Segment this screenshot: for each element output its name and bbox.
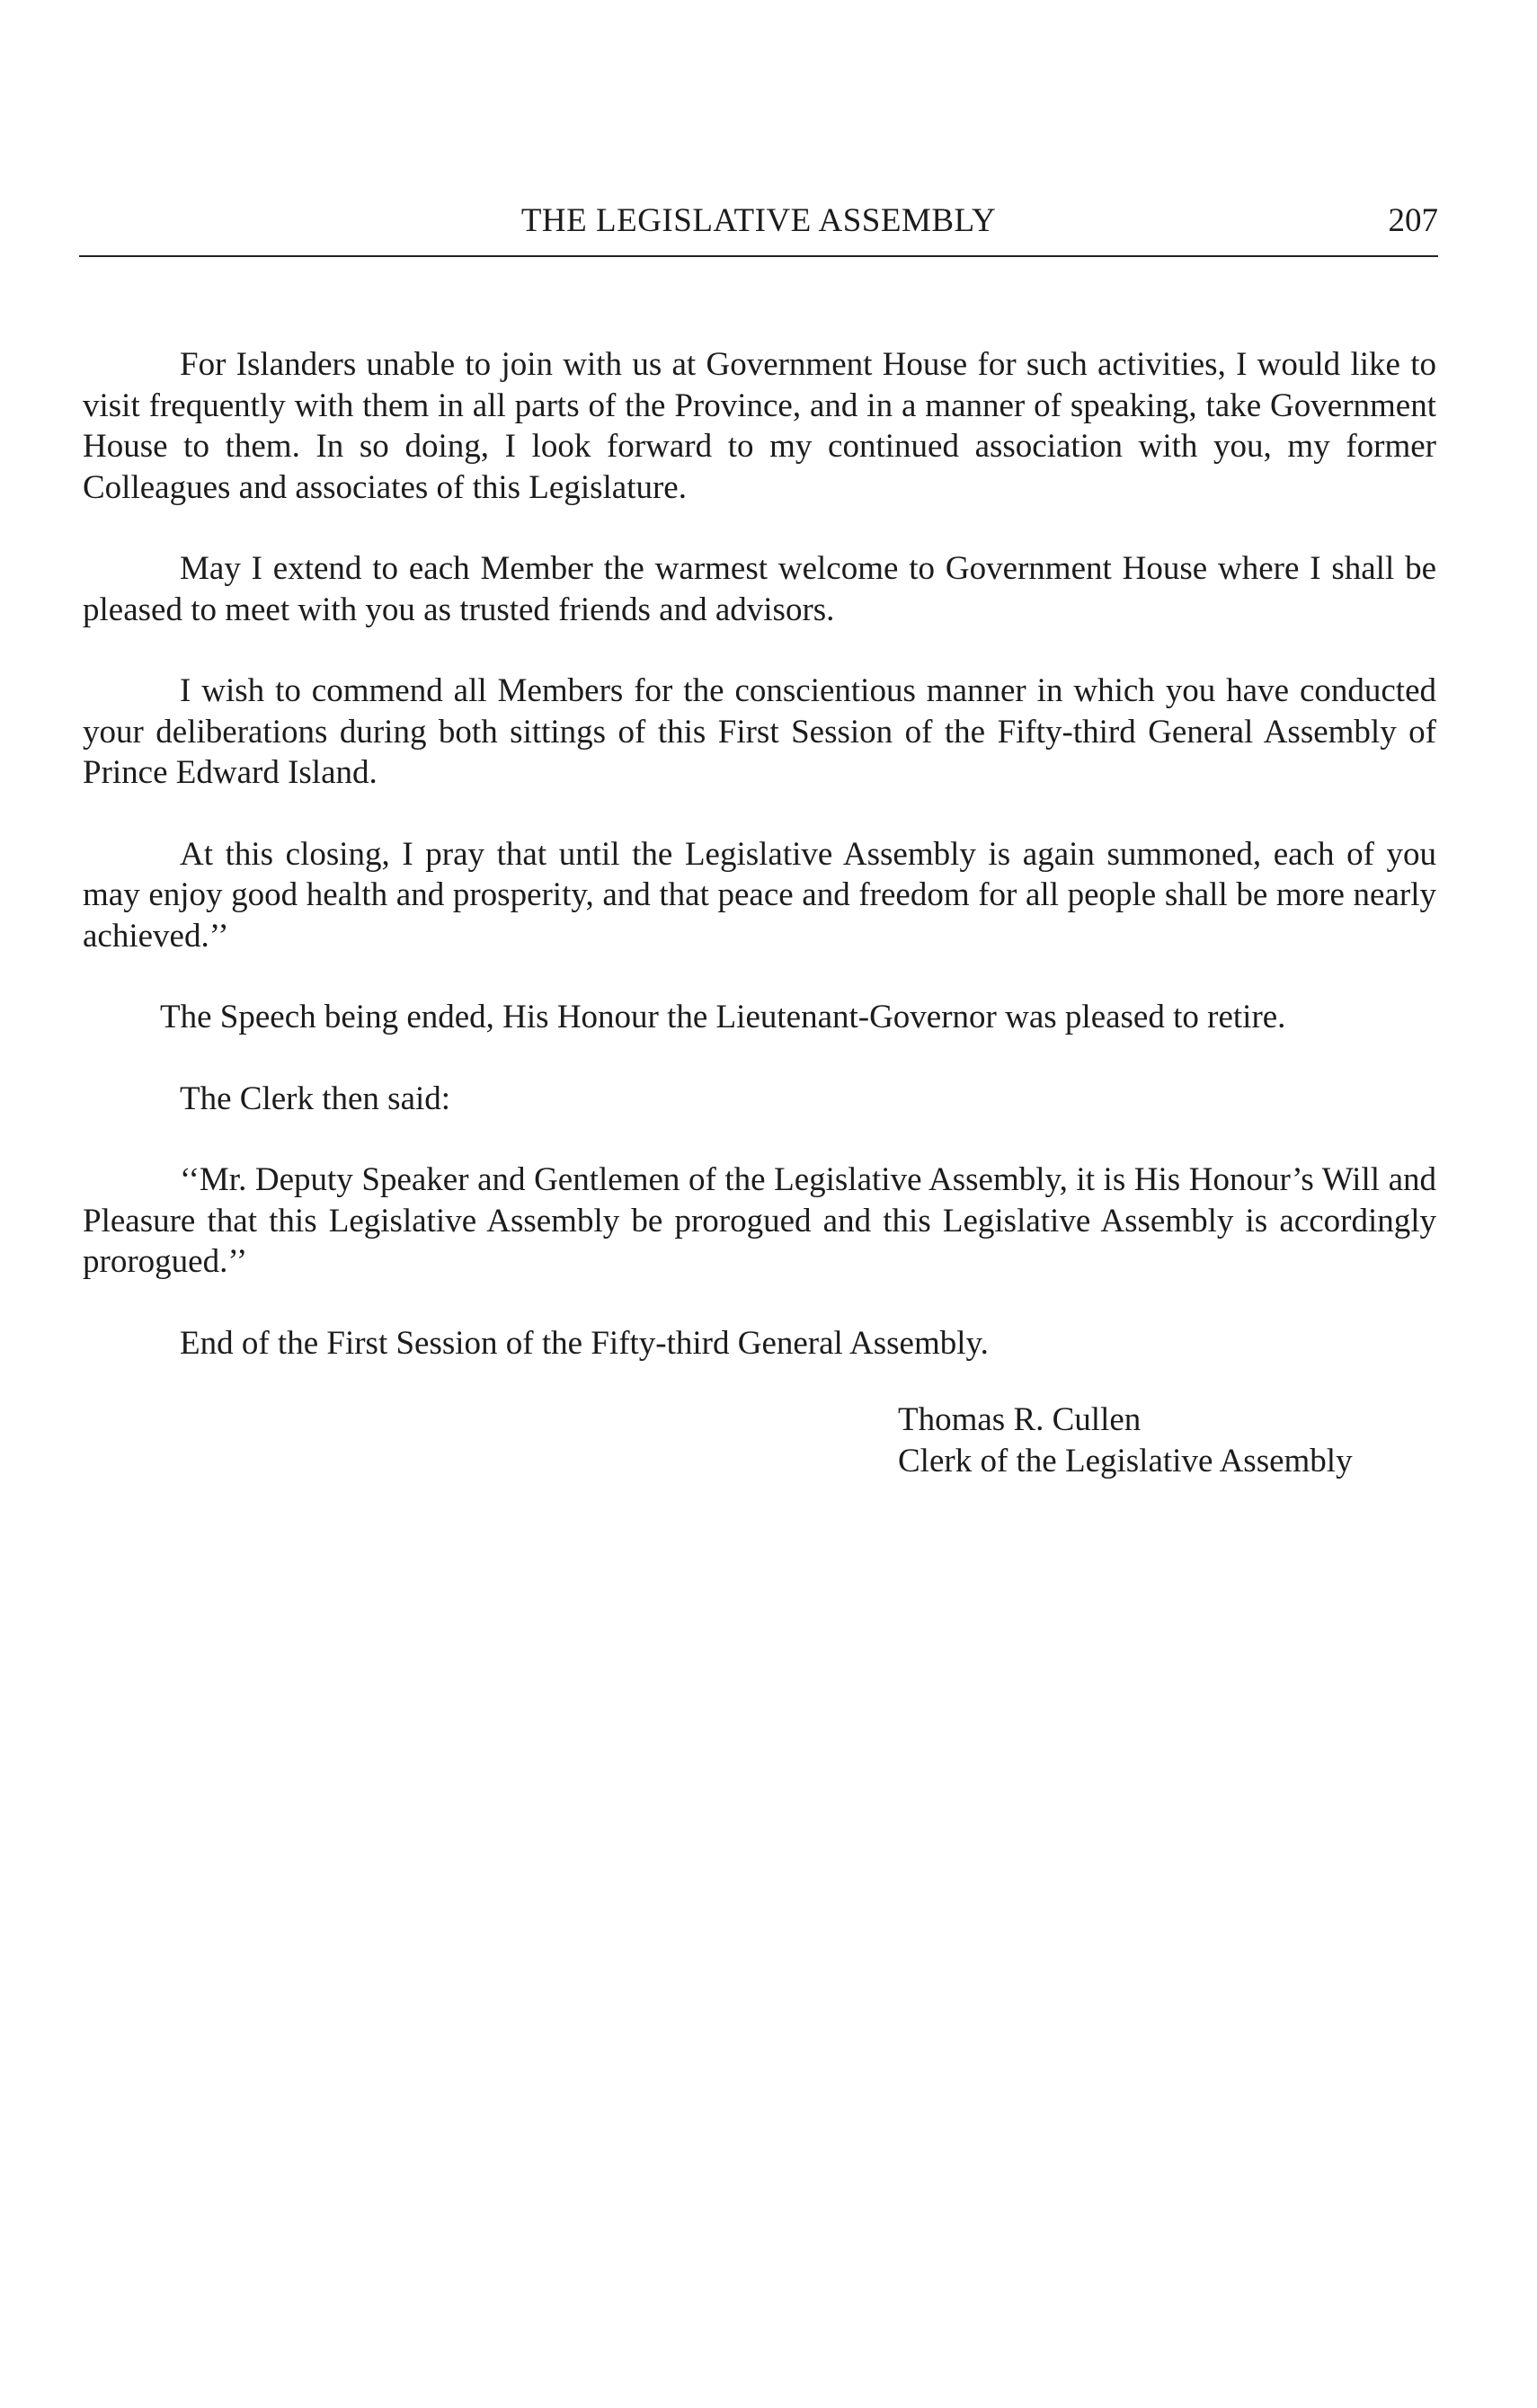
running-title: THE LEGISLATIVE ASSEMBLY <box>520 202 997 239</box>
paragraph-clerk-said: The Clerk then said: <box>180 1080 451 1117</box>
paragraph-speech-ended: The Speech being ended, His Honour the Lieutenant-Governor was pleased to retire. <box>160 999 1286 1035</box>
paragraph-islanders: For Islanders unable to join with us at Government House for such activities, I would like to visit frequently with them in all parts of the Province, and in a manner of speaking, take Government House to them. In so doing, I look forward to my continued association with you, my former Colleagues and associates of this Legislature. <box>83 346 1436 506</box>
paragraph-end-of-session: End of the First Session of the Fifty-third General Assembly. <box>180 1324 989 1362</box>
signature-name: Thomas R. Cullen <box>898 1401 1142 1438</box>
paragraph-prorogued: ‘‘Mr. Deputy Speaker and Gentlemen of the Legislative Assembly, it is His Honour’s Will and Pleasure that this Legislative Assembly be prorogued and this Legislative Assembly is accordingly prorogued.’’ <box>83 1161 1436 1280</box>
running-header <box>79 196 1438 246</box>
paragraph-commend: I wish to commend all Members for the conscientious manner in which you have conducted your deliberations during both sittings of this First Session of the Fifty-third General Assembly of Prince Edward Island. <box>83 672 1436 791</box>
header-rule <box>79 255 1438 257</box>
signature-block <box>898 1399 1437 1481</box>
signature-title: Clerk of the Legislative Assembly <box>898 1442 1353 1479</box>
body-text <box>83 344 1436 1481</box>
paragraph-closing: At this closing, I pray that until the Legislative Assembly is again summoned, each of you may enjoy good health and prosperity, and that peace and freedom for all people shall be more nearly achieved.’’ <box>83 835 1436 955</box>
paragraph-welcome: May I extend to each Member the warmest welcome to Government House where I shall be pleased to meet with you as trusted friends and advisors. <box>83 550 1436 628</box>
page-number: 207 <box>1388 202 1438 239</box>
